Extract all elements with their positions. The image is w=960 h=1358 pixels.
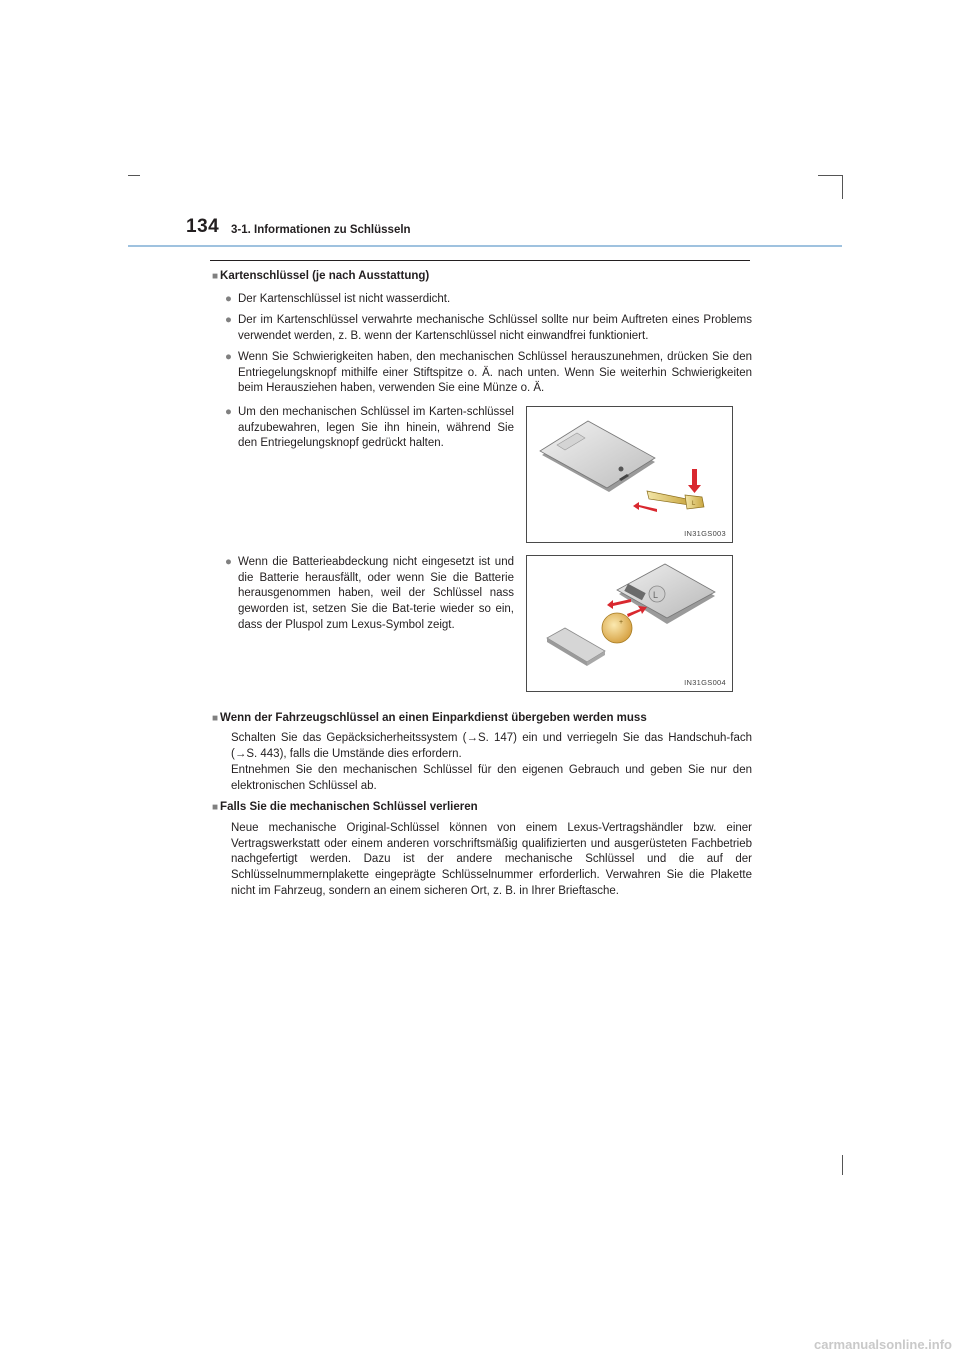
figure-battery-insert xyxy=(526,555,733,692)
bullet-text: Wenn Sie Schwierigkeiten haben, den mechanischen Schlüssel herauszunehmen, drücken Sie den Entriegelungsknopf mithilfe einer Stiftspitze o. Ä. nach unten. Wenn Sie weiterhin Schwierigkeiten beim Herausziehen haben, verwenden Sie eine Münze o. Ä. xyxy=(238,351,752,395)
bullet-text: Der Kartenschlüssel ist nicht wasserdicht. xyxy=(238,293,451,305)
list-item xyxy=(225,405,514,452)
circle-bullet-icon: ● xyxy=(225,314,232,326)
list-item xyxy=(225,350,752,397)
watermark: carmanualsonline.info xyxy=(814,1337,952,1352)
heading-text: Wenn der Fahrzeugschlüssel an einen Einparkdienst übergeben werden muss xyxy=(220,712,647,724)
crop-mark xyxy=(842,1155,843,1175)
svg-text:L: L xyxy=(692,501,696,507)
paragraph: Neue mechanische Original-Schlüssel können von einem Lexus-Vertragshändler bzw. einer Vertragswerkstatt oder einem anderen vorschriftsmäßig qualifizierten und ausgerüsteten Fachbetrieb nachgefertigt werden. Dazu ist der andere mechanische Schlüssel und die auf der Schlüsselnummernplakette eingeprägte Schlüsselnummer erforderlich. Verwahren Sie die Plakette nicht im Fahrzeug, sondern an einem sicheren Ort, z. B. in Ihrer Brieftasche. xyxy=(231,822,752,897)
crop-mark xyxy=(818,175,842,176)
list-item xyxy=(225,292,752,308)
section-heading-valet xyxy=(212,711,752,727)
header-rule xyxy=(128,245,842,247)
square-bullet-icon: ■ xyxy=(212,802,219,813)
heading-text: Kartenschlüssel (je nach Ausstattung) xyxy=(220,270,430,282)
card-key-illustration xyxy=(527,407,732,542)
circle-bullet-icon: ● xyxy=(225,556,232,568)
battery-illustration xyxy=(527,556,732,691)
paragraph: Schalten Sie das Gepäcksicherheitssystem (→S. 147) ein und verriegeln Sie das Handschuh-fach (→S. 443), falls die Umstände dies erfordern. xyxy=(231,732,752,760)
bullet-text: Der im Kartenschlüssel verwahrte mechanische Schlüssel sollte nur beim Auftreten eines Problems verwendet werden, z. B. wenn der Kartenschlüssel nicht einwandfrei funktioniert. xyxy=(238,314,752,342)
circle-bullet-icon: ● xyxy=(225,293,232,305)
square-bullet-icon: ■ xyxy=(212,271,219,282)
circle-bullet-icon: ● xyxy=(225,351,232,363)
circle-bullet-icon: ● xyxy=(225,406,232,418)
crop-mark xyxy=(128,175,140,176)
bullet-text: Um den mechanischen Schlüssel im Karten-schlüssel aufzubewahren, legen Sie ihn hinein, während Sie den Entriegelungsknopf gedrückt halten. xyxy=(238,406,514,450)
figure-code: IN31GS003 xyxy=(684,529,726,538)
content-rule xyxy=(210,260,750,261)
svg-text:L: L xyxy=(653,590,659,600)
figure-card-key-insert xyxy=(526,406,733,543)
list-item xyxy=(225,313,752,344)
bullet-text: Wenn die Batterieabdeckung nicht eingesetzt ist und die Batterie herausfällt, oder wenn Sie die Batterie herausgenommen haben, weil der Schlüssel nass geworden ist, setzen Sie die Bat-terie wieder so ein, dass der Pluspol zum Lexus-Symbol zeigt. xyxy=(238,556,514,631)
paragraph: Entnehmen Sie den mechanischen Schlüssel für den eigenen Gebrauch und geben Sie nur den elektronischen Schlüssel ab. xyxy=(231,764,752,792)
figure-code: IN31GS004 xyxy=(684,678,726,687)
section-title: 3-1. Informationen zu Schlüsseln xyxy=(231,224,411,236)
square-bullet-icon: ■ xyxy=(212,713,219,724)
svg-text:+: + xyxy=(619,619,624,626)
section-heading-card-key xyxy=(212,269,752,285)
crop-mark xyxy=(842,175,843,199)
section-heading-lost-keys xyxy=(212,800,752,816)
list-item xyxy=(225,555,514,634)
page-number: 134 xyxy=(186,216,220,237)
heading-text: Falls Sie die mechanischen Schlüssel verlieren xyxy=(220,801,478,813)
